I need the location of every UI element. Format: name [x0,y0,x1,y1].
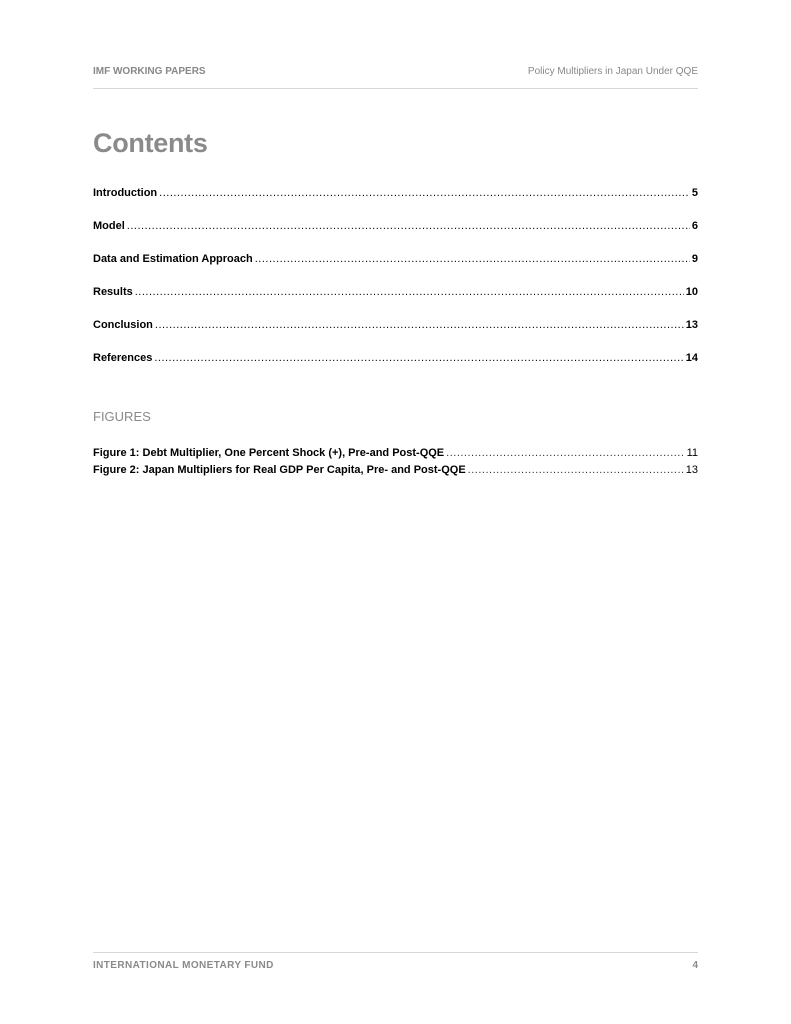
toc-leader-dots [155,319,684,331]
figure-entry-page: 13 [685,464,698,476]
list-of-figures [93,447,698,481]
toc-entry-references[interactable] [93,352,698,385]
footer-organization: INTERNATIONAL MONETARY FUND [93,960,274,971]
header-series-title: IMF WORKING PAPERS [93,66,206,77]
toc-entry-introduction[interactable] [93,187,698,220]
figure-entry-1[interactable] [93,447,698,464]
toc-entry-label: Model [93,220,125,232]
figures-heading: FIGURES [93,409,151,424]
toc-entry-page: 13 [685,319,698,331]
toc-entry-data-and-estimation[interactable] [93,253,698,286]
toc-leader-dots [135,286,684,298]
toc-entry-label: Data and Estimation Approach [93,253,253,265]
toc-entry-page: 9 [691,253,698,265]
header-paper-title: Policy Multipliers in Japan Under QQE [527,66,698,77]
page-footer [93,960,698,974]
contents-heading: Contents [93,128,208,158]
page-header [93,66,698,80]
toc-entry-model[interactable] [93,220,698,253]
page-number: 4 [692,960,698,971]
figure-leader-dots [446,447,684,459]
toc-leader-dots [127,220,690,232]
toc-entry-page: 10 [685,286,698,298]
toc-entry-results[interactable] [93,286,698,319]
figure-entry-label: Figure 2: Japan Multipliers for Real GDP Per Capita, Pre- and Post-QQE [93,464,466,476]
header-divider [93,88,698,89]
footer-divider [93,952,698,953]
toc-leader-dots [154,352,683,364]
figure-entry-label: Figure 1: Debt Multiplier, One Percent Shock (+), Pre-and Post-QQE [93,447,445,459]
figure-entry-page: 11 [686,447,698,459]
toc-entry-label: References [93,352,153,364]
toc-entry-page: 5 [691,187,698,199]
toc-entry-page: 6 [691,220,698,232]
toc-leader-dots [255,253,690,265]
toc-entry-conclusion[interactable] [93,319,698,352]
toc-entry-label: Conclusion [93,319,153,331]
toc-entry-page: 14 [685,352,698,364]
figure-entry-2[interactable] [93,464,698,481]
table-of-contents [93,187,698,385]
toc-leader-dots [159,187,690,199]
toc-entry-label: Results [93,286,133,298]
toc-entry-label: Introduction [93,187,158,199]
figure-leader-dots [468,464,684,476]
